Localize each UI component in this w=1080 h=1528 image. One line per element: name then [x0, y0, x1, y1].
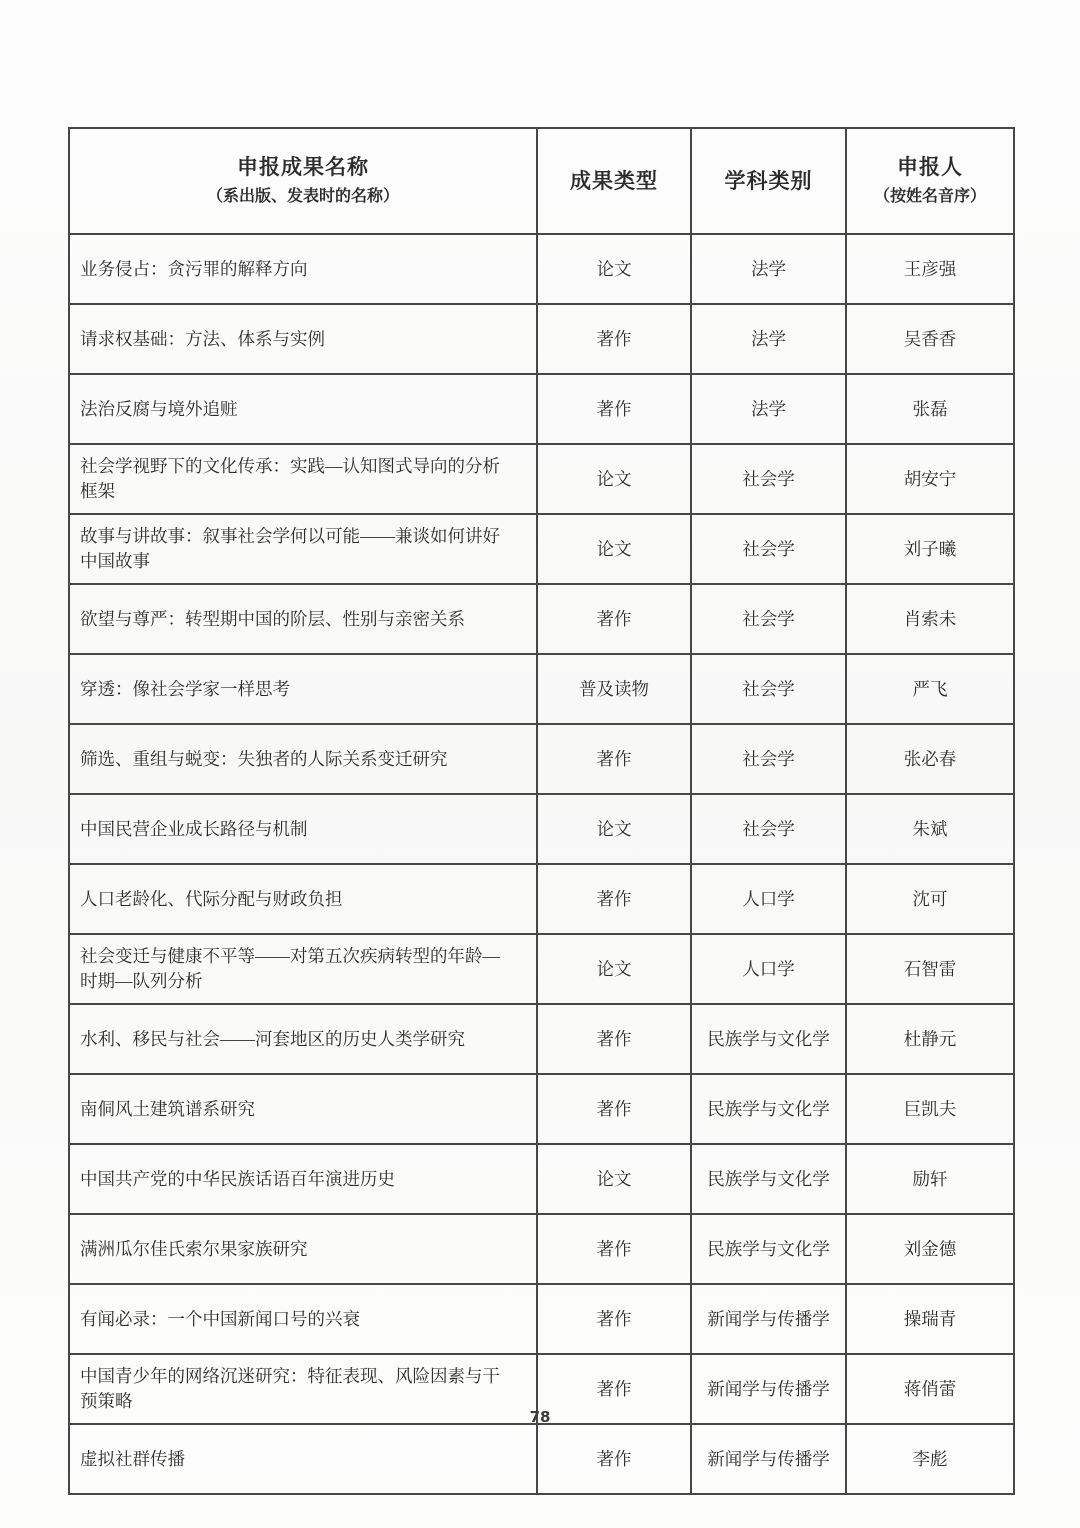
- result-name-cell: 故事与讲故事：叙事社会学何以可能——兼谈如何讲好中国故事: [69, 514, 537, 584]
- column-subtitle: （按姓名音序）: [873, 188, 986, 205]
- column-title: 成果类型: [570, 169, 658, 193]
- table-row: [69, 304, 1014, 374]
- table-row: [69, 864, 1014, 934]
- applicant-cell: 吴香香: [846, 304, 1014, 374]
- result-type-cell: 论文: [537, 934, 691, 1004]
- table-header: [69, 128, 1014, 234]
- table-row: [69, 234, 1014, 304]
- result-type-cell: 著作: [537, 1004, 691, 1074]
- applicant-cell: 李彪: [846, 1424, 1014, 1494]
- result-name-cell: 中国共产党的中华民族话语百年演进历史: [69, 1144, 537, 1214]
- result-type-cell: 论文: [537, 1144, 691, 1214]
- result-type-cell: 著作: [537, 374, 691, 444]
- discipline-cell: 法学: [691, 234, 846, 304]
- table-body: [69, 234, 1014, 1494]
- discipline-cell: 民族学与文化学: [691, 1144, 846, 1214]
- result-type-cell: 论文: [537, 794, 691, 864]
- applicant-cell: 张磊: [846, 374, 1014, 444]
- discipline-cell: 社会学: [691, 794, 846, 864]
- discipline-cell: 社会学: [691, 514, 846, 584]
- result-type-cell: 著作: [537, 724, 691, 794]
- applicant-cell: 朱斌: [846, 794, 1014, 864]
- column-header-discipline: [691, 128, 846, 234]
- result-type-cell: 著作: [537, 304, 691, 374]
- applicant-cell: 沈可: [846, 864, 1014, 934]
- result-name-cell: 业务侵占：贪污罪的解释方向: [69, 234, 537, 304]
- applicant-cell: 蒋俏蕾: [846, 1354, 1014, 1424]
- table-row: [69, 514, 1014, 584]
- result-type-cell: 论文: [537, 514, 691, 584]
- result-name-cell: 中国民营企业成长路径与机制: [69, 794, 537, 864]
- table-row: [69, 1144, 1014, 1214]
- discipline-cell: 新闻学与传播学: [691, 1354, 846, 1424]
- applicant-cell: 严飞: [846, 654, 1014, 724]
- applicant-cell: 刘金德: [846, 1214, 1014, 1284]
- result-name-cell: 社会学视野下的文化传承：实践—认知图式导向的分析框架: [69, 444, 537, 514]
- result-name-cell: 水利、移民与社会——河套地区的历史人类学研究: [69, 1004, 537, 1074]
- column-title: 学科类别: [724, 169, 813, 193]
- discipline-cell: 新闻学与传播学: [691, 1284, 846, 1354]
- discipline-cell: 社会学: [691, 584, 846, 654]
- column-title: 申报成果名称: [237, 155, 369, 179]
- discipline-cell: 法学: [691, 374, 846, 444]
- discipline-cell: 民族学与文化学: [691, 1074, 846, 1144]
- column-header-applicant: [846, 128, 1014, 234]
- applicant-cell: 肖索未: [846, 584, 1014, 654]
- result-name-cell: 人口老龄化、代际分配与财政负担: [69, 864, 537, 934]
- applicant-cell: 胡安宁: [846, 444, 1014, 514]
- result-type-cell: 著作: [537, 1354, 691, 1424]
- result-name-cell: 法治反腐与境外追赃: [69, 374, 537, 444]
- column-title: 申报人: [897, 155, 963, 179]
- result-type-cell: 著作: [537, 1284, 691, 1354]
- result-type-cell: 普及读物: [537, 654, 691, 724]
- result-type-cell: 著作: [537, 1424, 691, 1494]
- result-name-cell: 穿透：像社会学家一样思考: [69, 654, 537, 724]
- applicant-cell: 巨凯夫: [846, 1074, 1014, 1144]
- applicant-cell: 张必春: [846, 724, 1014, 794]
- page-number: 78: [529, 1408, 551, 1426]
- table-row: [69, 934, 1014, 1004]
- discipline-cell: 民族学与文化学: [691, 1214, 846, 1284]
- result-type-cell: 著作: [537, 584, 691, 654]
- column-header-result-name: [69, 128, 537, 234]
- column-header-result-type: [537, 128, 691, 234]
- table-row: [69, 1004, 1014, 1074]
- result-type-cell: 著作: [537, 1214, 691, 1284]
- table-row: [69, 1284, 1014, 1354]
- discipline-cell: 法学: [691, 304, 846, 374]
- applicant-cell: 王彦强: [846, 234, 1014, 304]
- applicant-cell: 石智雷: [846, 934, 1014, 1004]
- result-name-cell: 请求权基础：方法、体系与实例: [69, 304, 537, 374]
- discipline-cell: 社会学: [691, 654, 846, 724]
- result-name-cell: 筛选、重组与蜕变：失独者的人际关系变迁研究: [69, 724, 537, 794]
- result-name-cell: 满洲瓜尔佳氏索尔果家族研究: [69, 1214, 537, 1284]
- table-row: [69, 584, 1014, 654]
- discipline-cell: 新闻学与传播学: [691, 1424, 846, 1494]
- results-table: [68, 127, 1015, 1495]
- applicant-cell: 杜静元: [846, 1004, 1014, 1074]
- header-row: [69, 128, 1014, 234]
- result-name-cell: 欲望与尊严：转型期中国的阶层、性别与亲密关系: [69, 584, 537, 654]
- result-name-cell: 南侗风土建筑谱系研究: [69, 1074, 537, 1144]
- result-type-cell: 著作: [537, 1074, 691, 1144]
- table-row: [69, 1214, 1014, 1284]
- table-row: [69, 374, 1014, 444]
- applicant-cell: 刘子曦: [846, 514, 1014, 584]
- result-type-cell: 论文: [537, 234, 691, 304]
- discipline-cell: 人口学: [691, 864, 846, 934]
- column-subtitle: （系出版、发表时的名称）: [206, 188, 399, 205]
- applicant-cell: 励轩: [846, 1144, 1014, 1214]
- discipline-cell: 社会学: [691, 444, 846, 514]
- result-name-cell: 中国青少年的网络沉迷研究：特征表现、风险因素与干预策略: [69, 1354, 537, 1424]
- result-name-cell: 社会变迁与健康不平等——对第五次疾病转型的年龄—时期—队列分析: [69, 934, 537, 1004]
- table-row: [69, 794, 1014, 864]
- discipline-cell: 民族学与文化学: [691, 1004, 846, 1074]
- result-name-cell: 有闻必录：一个中国新闻口号的兴衰: [69, 1284, 537, 1354]
- table-row: [69, 724, 1014, 794]
- result-name-cell: 虚拟社群传播: [69, 1424, 537, 1494]
- applicant-cell: 操瑞青: [846, 1284, 1014, 1354]
- table-row: [69, 444, 1014, 514]
- result-type-cell: 著作: [537, 864, 691, 934]
- result-type-cell: 论文: [537, 444, 691, 514]
- table-row: [69, 1074, 1014, 1144]
- discipline-cell: 人口学: [691, 934, 846, 1004]
- discipline-cell: 社会学: [691, 724, 846, 794]
- table-row: [69, 1424, 1014, 1494]
- table-row: [69, 654, 1014, 724]
